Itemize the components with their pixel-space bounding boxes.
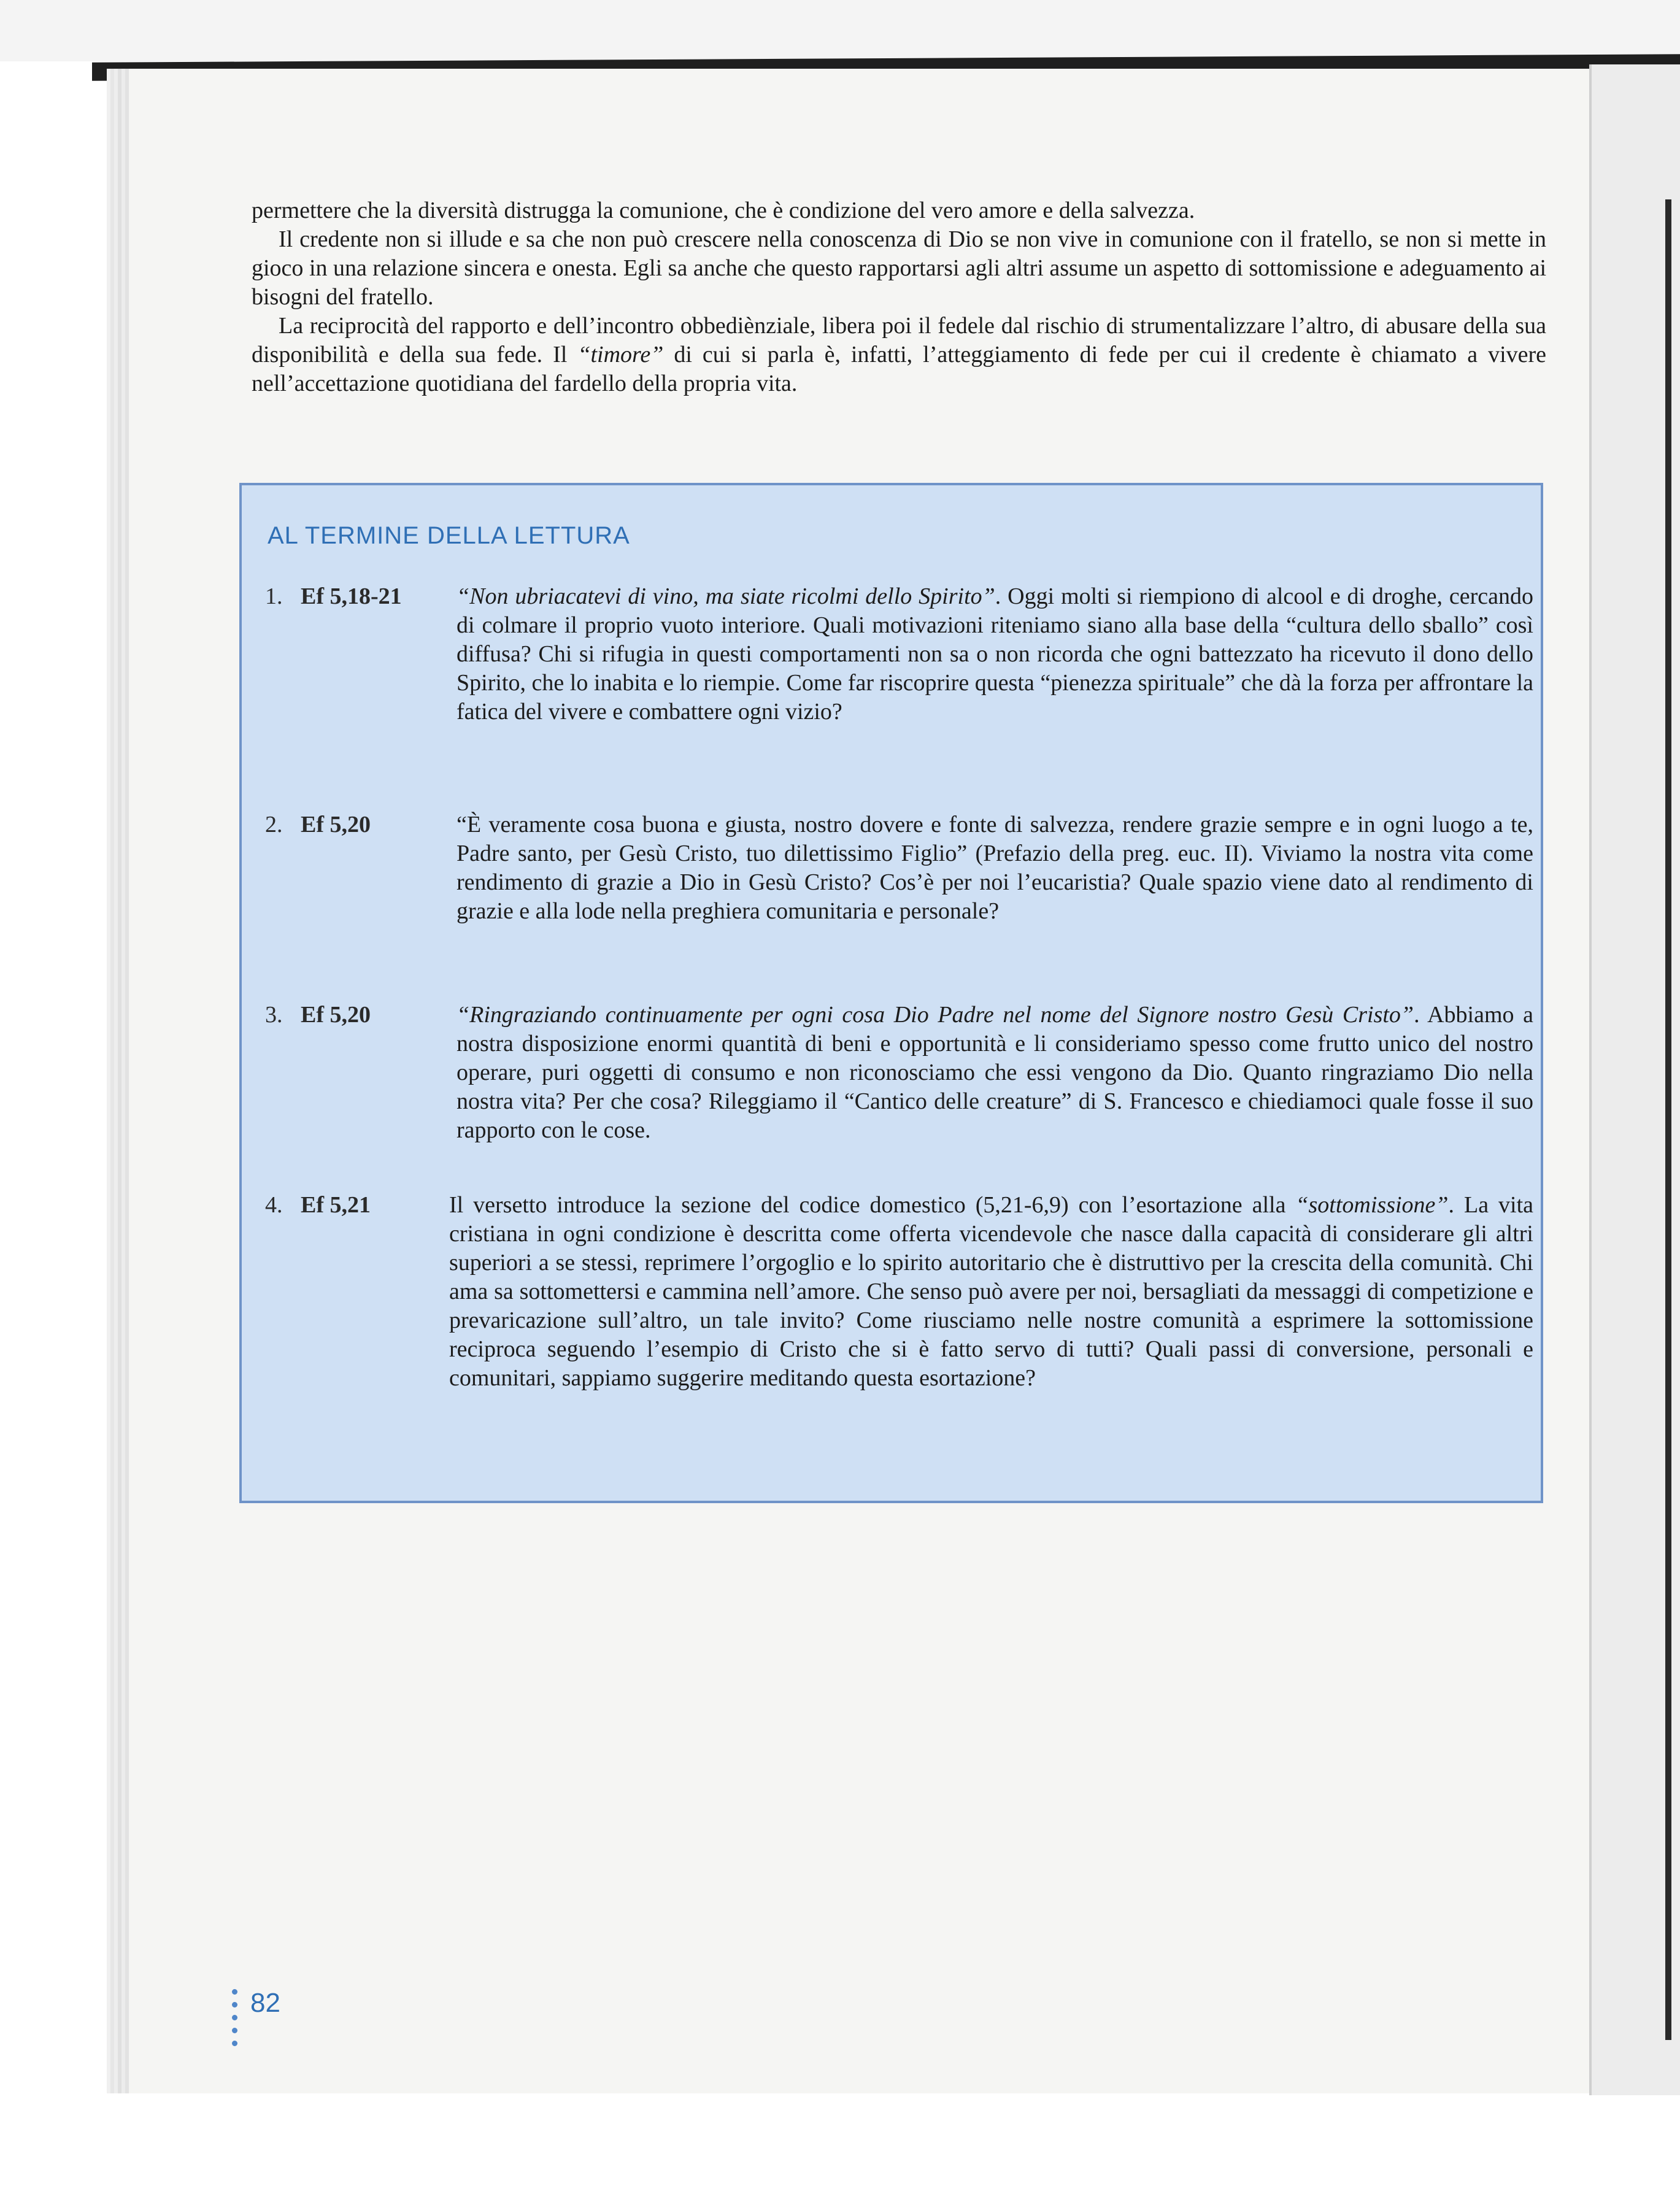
intro-paragraph-2: Il credente non si illude e sa che non può crescere nella conoscenza di Dio se non vive in comunione con il fratello, se non si mette in gioco in una relazione sincera e onesta. Egli sa anche che questo rapportarsi agli altri assume un aspetto di sottomissione e adeguamento ai bisogni del fratello.	[252, 226, 1546, 310]
intro-paragraph-3-end: di cui si parla è, infatti, l’atteggiamento di fede per cui il credente è chiamato a vivere nell’accettazione quotidiana del fardello della propria vita.	[252, 342, 1547, 396]
item-text	[457, 1001, 1533, 1145]
dot	[232, 2028, 237, 2033]
intro-paragraph-1: permettere che la diversità distrugga la comunione, che è condizione del vero amore e della salvezza.	[252, 198, 1195, 223]
item-intro: Il versetto introduce la sezione del codice domestico (5,21-6,9) con l’esortazione alla	[449, 1192, 1296, 1218]
item-body: . Abbiamo a nostra disposizione enormi quantità di beni e opportunità e li consideriamo spesso come frutto unico del nostro operare, puri oggetti di consumo e non riconosciamo che essi vengono da Dio. Quanto ringraziamo Dio nella nostra vita? Per che cosa? Rileggiamo il “Cantico delle creature” di S. Francesco e chiediamoci quale fosse il suo rapporto con le cose.	[457, 1002, 1533, 1143]
dot	[232, 2015, 237, 2020]
intro-text	[252, 196, 1546, 398]
dot	[232, 2041, 237, 2046]
dot	[232, 2002, 237, 2007]
top-background	[0, 0, 1680, 61]
item-number: 1.	[265, 583, 283, 609]
item-quote: “sottomissione”	[1295, 1192, 1449, 1218]
item-body: “È veramente cosa buona e giusta, nostro dovere e fonte di salvezza, rendere grazie sempre e in ogni luogo a te, Padre santo, per Gesù Cristo, tuo dilettissimo Figlio” (Prefazio della preg. euc. II). Viviamo la nostra vita come rendimento di grazie a Dio in Gesù Cristo? Cos’è per noi l’eucaristia? Quale spazio viene dato al rendimento di grazie e alla lode nella preghiera comunitaria e personale?	[457, 812, 1533, 924]
reading-questions-box	[239, 483, 1543, 1503]
dot	[232, 1989, 237, 1995]
item-reference: Ef 5,21	[301, 1192, 371, 1218]
item-text	[449, 1191, 1533, 1393]
item-body: . Oggi molti si riempiono di alcool e di droghe, cercando di colmare il proprio vuoto interiore. Quali motivazioni riteniamo siano alla base della “cultura dello sballo” così diffusa? Chi si rifugia in questi comportamenti non sa o non ricorda che ogni battezzato ha ricevuto il dono dello Spirito, che lo inabita e lo riempie. Come far riscoprire questa “pienezza spirituale” che dà la forza per affrontare la fatica del vivere e combattere ogni vizio?	[457, 583, 1533, 725]
item-reference: Ef 5,20	[301, 812, 371, 837]
timore-emphasis: “timore”	[577, 342, 664, 368]
item-number: 4.	[265, 1192, 283, 1218]
intro-paragraph-3	[252, 312, 1546, 398]
intro-paragraph-3-start: La reciprocità del rapporto e dell’incontro obbediènziale, libera poi il fedele dal rischio di strumentalizzare l’altro, di abusare della sua disponibilità e della sua fede. Il	[252, 313, 1546, 368]
item-quote: “Ringraziando continuamente per ogni cosa Dio Padre nel nome del Signore nostro Gesù Cristo”	[457, 1002, 1414, 1028]
facing-page-rule	[1665, 199, 1671, 2040]
item-quote: “Non ubriacatevi di vino, ma siate ricolmi dello Spirito”	[457, 583, 995, 609]
page-number-dots	[232, 1989, 239, 2054]
box-title: AL TERMINE DELLA LETTURA	[268, 522, 630, 549]
item-number: 3.	[265, 1002, 283, 1028]
item-reference: Ef 5,20	[301, 1002, 371, 1028]
item-text	[457, 810, 1533, 926]
facing-page-edge	[1589, 64, 1680, 2095]
bottom-background	[0, 2098, 1680, 2194]
item-text	[457, 582, 1533, 726]
item-number: 2.	[265, 812, 283, 837]
item-body: . La vita cristiana in ogni condizione è descritta come offerta vicendevole che nasce dalla capacità di considerare gli altri superiori a se stessi, reprimere l’orgoglio e lo spirito autoritario che è distruttivo per la crescita della comunità. Chi ama sa sottomettersi e cammina nell’amore. Che senso può avere per noi, bersagliati da messaggi di competizione e prevaricazione sull’altro, un tale invito? Come riusciamo nelle nostre comunità a esprimere la sottomissione reciproca seguendo l’esempio di Cristo che si è fatto servo di tutti? Quali passi di conversione, personali e comunitari, sappiamo suggerire meditando questa esortazione?	[449, 1192, 1533, 1391]
item-reference: Ef 5,18-21	[301, 583, 402, 609]
page-number: 82	[250, 1988, 280, 2018]
